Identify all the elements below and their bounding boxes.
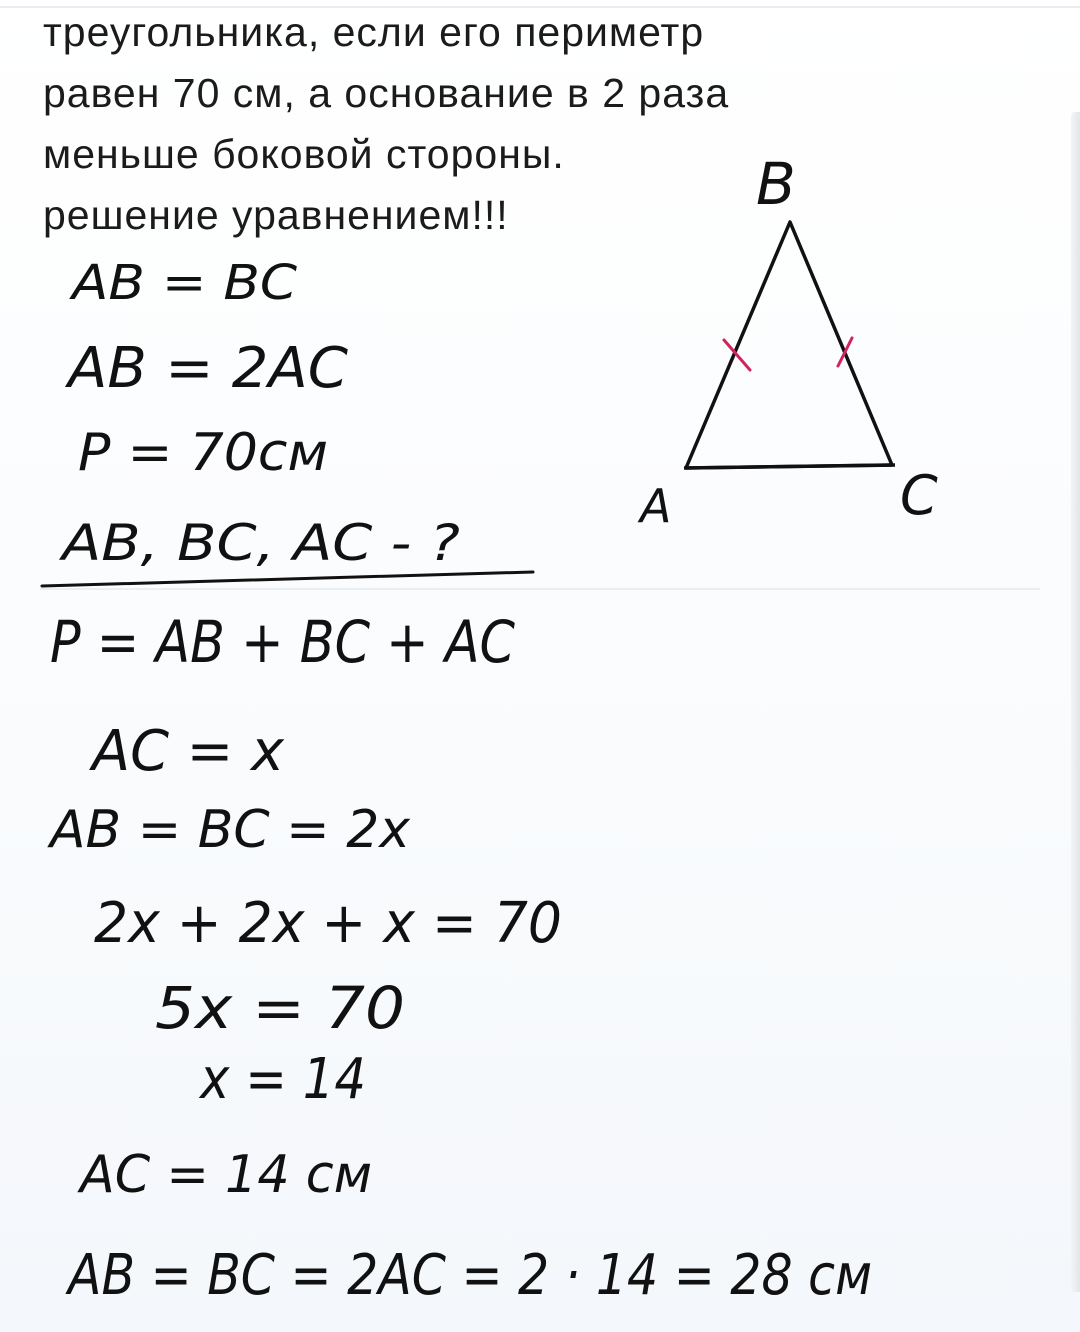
problem-line-3: меньше боковой стороны. <box>43 131 565 177</box>
problem-line-2: равен 70 см, а основание в 2 раза <box>43 70 730 116</box>
solution-ab-bc-result: AB = BC = 2AC = 2 · 14 = 28 см <box>65 1243 873 1308</box>
given-perimeter: P = 70см <box>78 423 328 483</box>
solution-equation: 2x + 2x + x = 70 <box>94 891 562 956</box>
triangle-figure <box>637 150 938 533</box>
triangle-base <box>684 465 895 468</box>
given-ab-equals-bc: AB = BC <box>68 255 298 311</box>
given-find: AB, BC, AC - ? <box>58 514 460 572</box>
solution-ac-result: AC = 14 см <box>77 1145 372 1205</box>
given-underline <box>42 572 533 586</box>
problem-line-1: треугольника, если его периметр <box>43 9 705 55</box>
solution-perimeter-formula: P = AB + BC + AC <box>50 608 516 676</box>
vertex-label-c: C <box>900 464 938 527</box>
problem-line-4: решение уравнением!!! <box>43 192 509 238</box>
solution-5x-equals-70: 5x = 70 <box>155 974 405 1042</box>
solution-x-equals-14: x = 14 <box>198 1047 366 1112</box>
triangle-outline <box>686 222 892 468</box>
solution-ac-equals-x: AC = x <box>89 719 285 784</box>
given-ab-equals-2ac: AB = 2AC <box>64 336 348 401</box>
vertex-label-b: B <box>756 150 796 218</box>
vertex-label-a: A <box>640 479 672 533</box>
solution-ab-bc-2x: AB = BC = 2x <box>47 800 412 860</box>
